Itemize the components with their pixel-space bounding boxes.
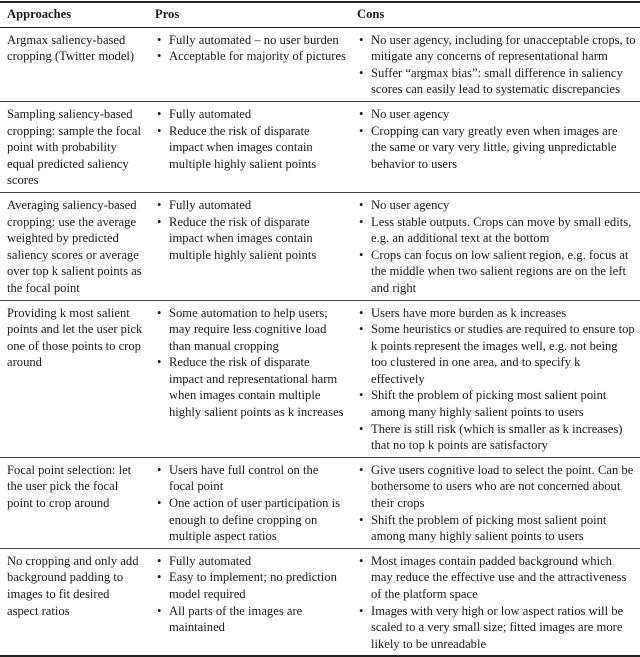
table-row [0, 457, 640, 548]
cons-item: • No user agency [357, 106, 636, 123]
cons-cell [350, 548, 640, 656]
pros-cell [148, 300, 350, 457]
pros-item: • Fully automated [155, 106, 346, 123]
table-row [0, 192, 640, 300]
pros-item: • Easy to implement; no prediction model required [155, 569, 346, 602]
pros-item: • Some automation to help users; may require less cognitive load than manual cropping [155, 305, 346, 355]
pros-cell [148, 192, 350, 300]
cons-item: • Crops can focus on low salient region, e.g. focus at the middle when two salient regions are on the left and right [357, 247, 636, 297]
cons-list [357, 305, 636, 454]
header-row [0, 2, 640, 27]
pros-item: • Reduce the risk of disparate impact when images contain multiple highly salient points [155, 214, 346, 264]
cons-item: • Users have more burden as k increases [357, 305, 636, 322]
cons-list [357, 197, 636, 297]
approach-cell: Providing k most salient points and let the user pick one of those points to crop around [0, 300, 148, 457]
cons-cell [350, 27, 640, 101]
cons-item: • Less stable outputs. Crops can move by small edits, e.g. an additional text at the bottom [357, 214, 636, 247]
cons-cell [350, 192, 640, 300]
pros-item: • Fully automated [155, 197, 346, 214]
cons-cell [350, 101, 640, 192]
cons-item: • There is still risk (which is smaller as k increases) that no top k points are satisfactory [357, 421, 636, 454]
pros-item: • Users have full control on the focal point [155, 462, 346, 495]
pros-list [155, 462, 346, 545]
cons-list [357, 32, 636, 98]
pros-cell [148, 548, 350, 656]
cons-item: • Most images contain padded background which may reduce the effective use and the attractiveness of the platform space [357, 553, 636, 603]
pros-cell [148, 101, 350, 192]
pros-cell [148, 27, 350, 101]
cons-cell [350, 457, 640, 548]
cons-list [357, 462, 636, 545]
table-row [0, 548, 640, 656]
cons-item: • Give users cognitive load to select the point. Can be bothersome to users who are not concerned about their crops [357, 462, 636, 512]
cons-item: • Shift the problem of picking most salient point among many highly salient points to users [357, 387, 636, 420]
table-row [0, 300, 640, 457]
pros-item: • One action of user participation is enough to define cropping on multiple aspect ratios [155, 495, 346, 545]
header-cons: Cons [350, 2, 640, 27]
header-approaches: Approaches [0, 2, 148, 27]
cons-list [357, 553, 636, 653]
approach-cell: No cropping and only add background padding to images to fit desired aspect ratios [7, 553, 139, 618]
table-row [0, 101, 640, 192]
pros-item: • Fully automated [155, 553, 346, 570]
cons-item: • Images with very high or low aspect ratios will be scaled to a very small size; fitted images are more likely to be unreadable [357, 603, 636, 653]
pros-list [155, 197, 346, 263]
pros-list [155, 305, 346, 421]
approach-cell: Argmax saliency-based cropping (Twitter model) [0, 27, 148, 101]
cons-item: • No user agency [357, 197, 636, 214]
cons-item: • Suffer “argmax bias”: small difference in saliency scores can easily lead to systematic discrepancies [357, 65, 636, 98]
cons-item: • Cropping can vary greatly even when images are the same or vary very little, giving unpredictable behavior to users [357, 123, 636, 173]
cons-item: • Shift the problem of picking most salient point among many highly salient points to users [357, 512, 636, 545]
pros-item: • All parts of the images are maintained [155, 603, 346, 636]
approach-cell: Averaging saliency-based cropping: use the average weighted by predicted saliency scores or average over top k salient points as the focal point [0, 192, 148, 300]
pros-cell [148, 457, 350, 548]
cons-item: • No user agency, including for unacceptable crops, to mitigate any concerns of representational harm [357, 32, 636, 65]
cons-cell [350, 300, 640, 457]
table-row [0, 27, 640, 101]
pros-list [155, 32, 346, 65]
approaches-comparison-table [0, 1, 640, 657]
cons-item: • Some heuristics or studies are required to ensure top k points represent the images well, e.g. not being too clustered in one area, and to specify k effectively [357, 321, 636, 387]
pros-list [155, 106, 346, 172]
approach-cell: Sampling saliency-based cropping: sample the focal point with probability equal predicted saliency scores [0, 101, 148, 192]
header-pros: Pros [148, 2, 350, 27]
pros-list [155, 553, 346, 636]
pros-item: • Fully automated – no user burden [155, 32, 346, 49]
pros-item: • Reduce the risk of disparate impact when images contain multiple highly salient points [155, 123, 346, 173]
cons-list [357, 106, 636, 172]
pros-item: • Acceptable for majority of pictures [155, 48, 346, 65]
approach-cell: Focal point selection: let the user pick the focal point to crop around [0, 457, 148, 548]
pros-item: • Reduce the risk of disparate impact and representational harm when images contain multiple highly salient points as k increases [155, 354, 346, 420]
